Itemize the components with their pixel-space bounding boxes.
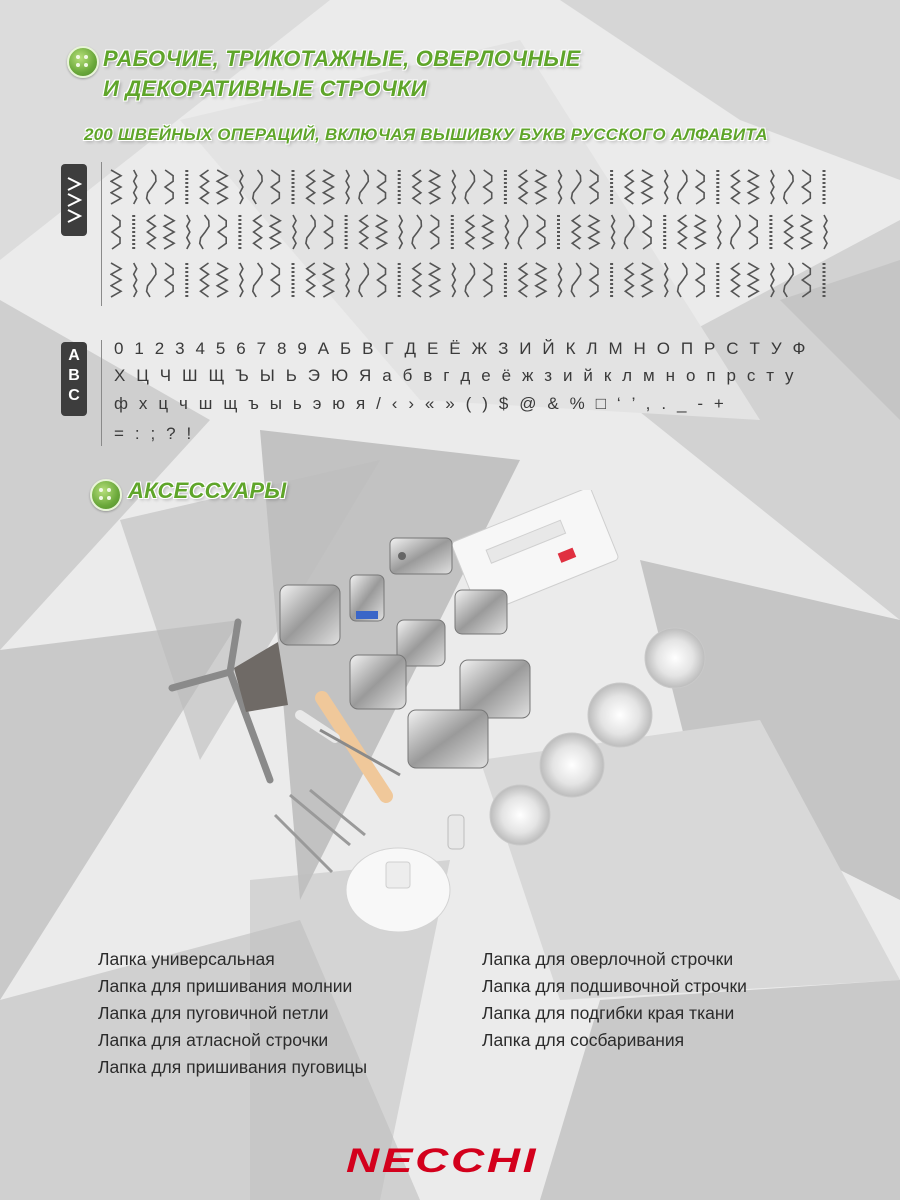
stitch-glyph — [589, 215, 599, 249]
stitch-glyph — [293, 215, 296, 249]
stitch-glyph — [801, 215, 811, 249]
seam-ripper — [322, 698, 386, 796]
stitch-glyph — [465, 263, 474, 297]
stitch-glyph — [378, 263, 386, 297]
stitch-glyph — [201, 170, 209, 204]
stitch-glyph — [452, 170, 455, 204]
stitch-glyph — [377, 215, 387, 249]
stitch-glyph — [465, 170, 474, 204]
needle — [310, 790, 365, 835]
stitch-glyph — [678, 215, 686, 249]
stitch-glyph — [399, 215, 402, 249]
stitch-glyph — [187, 215, 190, 249]
stitch-glyph — [111, 263, 121, 297]
stitch-glyph — [484, 170, 492, 204]
stitches-title — [103, 44, 581, 104]
stitches-subtitle: 200 ШВЕЙНЫХ ОПЕРАЦИЙ, ВКЛЮЧАЯ ВЫШИВКУ БУКВ РУССКОГО АЛФАВИТА — [84, 125, 768, 144]
presser-foot — [455, 590, 507, 634]
stitch-glyph — [307, 170, 315, 204]
stitch-glyph — [695, 215, 705, 249]
stitch-glyph — [147, 263, 156, 297]
stitch-glyph — [484, 263, 492, 297]
stitch-glyph — [324, 215, 332, 249]
stitch-glyph — [731, 215, 740, 249]
presser-foot — [350, 575, 384, 621]
list-item: Лапка для пришивания молнии — [98, 976, 353, 996]
stitch-glyph — [452, 263, 455, 297]
stitch-glyph — [165, 263, 173, 297]
zigzag-icon — [61, 164, 87, 236]
stitch-glyph — [642, 170, 652, 204]
stitch-glyph — [665, 263, 668, 297]
list-item: Лапка универсальная — [98, 949, 275, 969]
alphabet-row-2: Х Ц Ч Ш Щ Ъ Ы Ь Э Ю Я а б в г д е ё ж з и й к л м н о п р с т у — [114, 366, 797, 385]
stitch-glyph — [612, 215, 615, 249]
spool-pin — [448, 815, 464, 849]
stitch-glyph — [732, 263, 740, 297]
bobbin — [490, 785, 550, 845]
stitch-glyph — [625, 170, 633, 204]
stitch-glyph — [483, 215, 493, 249]
stitch-glyph — [505, 215, 508, 249]
stitch-glyph — [306, 215, 315, 249]
stitch-glyph — [240, 263, 243, 297]
stitch-glyph — [240, 170, 243, 204]
presser-foot — [390, 538, 452, 574]
stitch-glyph — [748, 170, 758, 204]
stitch-glyph — [359, 170, 368, 204]
list-item: Лапка для атласной строчки — [98, 1030, 329, 1050]
list-item: Лапка для пришивания пуговицы — [98, 1057, 368, 1077]
stitch-glyph — [134, 170, 137, 204]
stitch-glyph — [378, 170, 386, 204]
stitch-glyph — [519, 263, 527, 297]
stitch-glyph — [323, 170, 333, 204]
stitch-glyph — [784, 170, 793, 204]
stitch-glyph — [218, 215, 226, 249]
stitch-glyph — [271, 170, 279, 204]
stitch-glyph — [201, 263, 209, 297]
stitch-glyph — [359, 263, 368, 297]
stitch-tab — [61, 164, 87, 236]
stitch-glyph — [678, 170, 687, 204]
stitch-glyph — [748, 263, 758, 297]
stitch-glyph — [307, 263, 315, 297]
stitch-glyph — [718, 215, 721, 249]
accessories-title: АКСЕССУАРЫ — [128, 478, 287, 503]
alphabet-row-1: 0 1 2 3 4 5 6 7 8 9 А Б В Г Д Е Ё Ж З И Й К Л М Н О П Р С Т У Ф — [114, 339, 809, 358]
necchi-logo: NECCHI — [346, 1142, 539, 1180]
accessories-list-right — [482, 946, 747, 1054]
stitch-glyph — [696, 170, 704, 204]
stitch-glyph — [678, 263, 687, 297]
stitch-glyph — [430, 170, 440, 204]
stitch-glyph — [665, 170, 668, 204]
bobbin — [645, 628, 705, 688]
stitch-glyph — [642, 263, 652, 297]
accessories-list-left — [98, 946, 367, 1081]
stitch-glyph — [111, 170, 121, 204]
abc-tab-letter-c: C — [68, 387, 80, 404]
button-icon — [90, 479, 122, 511]
stitch-glyph — [571, 263, 580, 297]
stitches-title-line2: И ДЕКОРАТИВНЫЕ СТРОЧКИ — [103, 76, 427, 101]
stitch-glyph — [346, 170, 349, 204]
list-item: Лапка для пуговичной петли — [98, 1003, 329, 1023]
list-item: Лапка для подшивочной строчки — [482, 976, 747, 996]
stitch-glyph — [771, 170, 774, 204]
stitch-glyph — [147, 170, 156, 204]
alphabet-row-4: = : ; ? ! — [114, 424, 195, 443]
stitch-glyph — [217, 263, 227, 297]
stitch-glyph — [134, 263, 137, 297]
stitch-glyph — [271, 263, 279, 297]
stitch-glyph — [270, 215, 280, 249]
stitch-glyph — [323, 263, 333, 297]
stitch-glyph — [431, 215, 439, 249]
list-item: Лапка для подгибки края ткани — [482, 1003, 735, 1023]
stitch-glyph — [732, 170, 740, 204]
stitch-glyph — [802, 170, 810, 204]
stitch-glyph — [643, 215, 651, 249]
spool-cap — [346, 848, 450, 932]
alphabet-row-3: ф х ц ч ш щ ъ ы ь э ю я / ‹ › « » ( ) $ @ & % □ ‘ ’ , . _ - + — [114, 394, 727, 413]
stitch-glyph — [518, 215, 527, 249]
abc-divider — [101, 340, 102, 446]
stitch-glyph — [771, 263, 774, 297]
stitch-glyph — [112, 215, 120, 249]
button-icon — [67, 46, 99, 78]
stitch-glyph — [413, 263, 421, 297]
stitch-glyph — [413, 170, 421, 204]
stitch-glyph — [536, 263, 546, 297]
stitch-glyph — [572, 215, 580, 249]
stitch-glyph — [537, 215, 545, 249]
presser-foot — [280, 585, 340, 645]
stitch-glyph — [164, 215, 174, 249]
stitch-glyph — [625, 263, 633, 297]
stitch-glyph — [253, 170, 262, 204]
stitch-glyph — [412, 215, 421, 249]
stitch-glyph — [696, 263, 704, 297]
list-item: Лапка для оверлочной строчки — [482, 949, 734, 969]
abc-tab-letter-a: A — [68, 347, 80, 364]
stitch-glyph — [590, 263, 598, 297]
stitch-glyph — [536, 170, 546, 204]
presser-foot — [350, 655, 406, 709]
stitch-glyph — [165, 170, 173, 204]
stitch-glyph — [559, 170, 562, 204]
stitch-glyph — [519, 170, 527, 204]
bobbin — [588, 683, 652, 747]
stitch-glyph — [217, 170, 227, 204]
abc-tab-letter-b: B — [68, 367, 80, 384]
stitch-glyph — [590, 170, 598, 204]
bobbin — [540, 733, 604, 797]
stitch-glyph — [824, 215, 827, 249]
presser-foot — [408, 710, 488, 768]
stitch-glyph — [200, 215, 209, 249]
stitch-glyph — [559, 263, 562, 297]
list-item: Лапка для сосбаривания — [482, 1030, 685, 1050]
stitch-glyph — [802, 263, 810, 297]
stitch-glyph — [466, 215, 474, 249]
stitch-glyph — [785, 215, 793, 249]
stitch-glyph — [147, 215, 155, 249]
stitch-glyph — [571, 170, 580, 204]
presser-foot — [460, 660, 530, 718]
abc-tab — [61, 342, 87, 416]
stitch-glyph — [360, 215, 368, 249]
stitch-glyph — [430, 263, 440, 297]
accessories-photo — [160, 490, 720, 940]
stitch-glyph — [749, 215, 757, 249]
stitch-patterns — [110, 160, 860, 310]
stitch-divider — [101, 162, 102, 306]
stitch-glyph — [254, 215, 262, 249]
stitch-glyph — [253, 263, 262, 297]
stitch-glyph — [346, 263, 349, 297]
stitch-glyph — [784, 263, 793, 297]
stitch-glyph — [625, 215, 634, 249]
stitches-title-line1: РАБОЧИЕ, ТРИКОТАЖНЫЕ, ОВЕРЛОЧНЫЕ — [103, 46, 581, 71]
